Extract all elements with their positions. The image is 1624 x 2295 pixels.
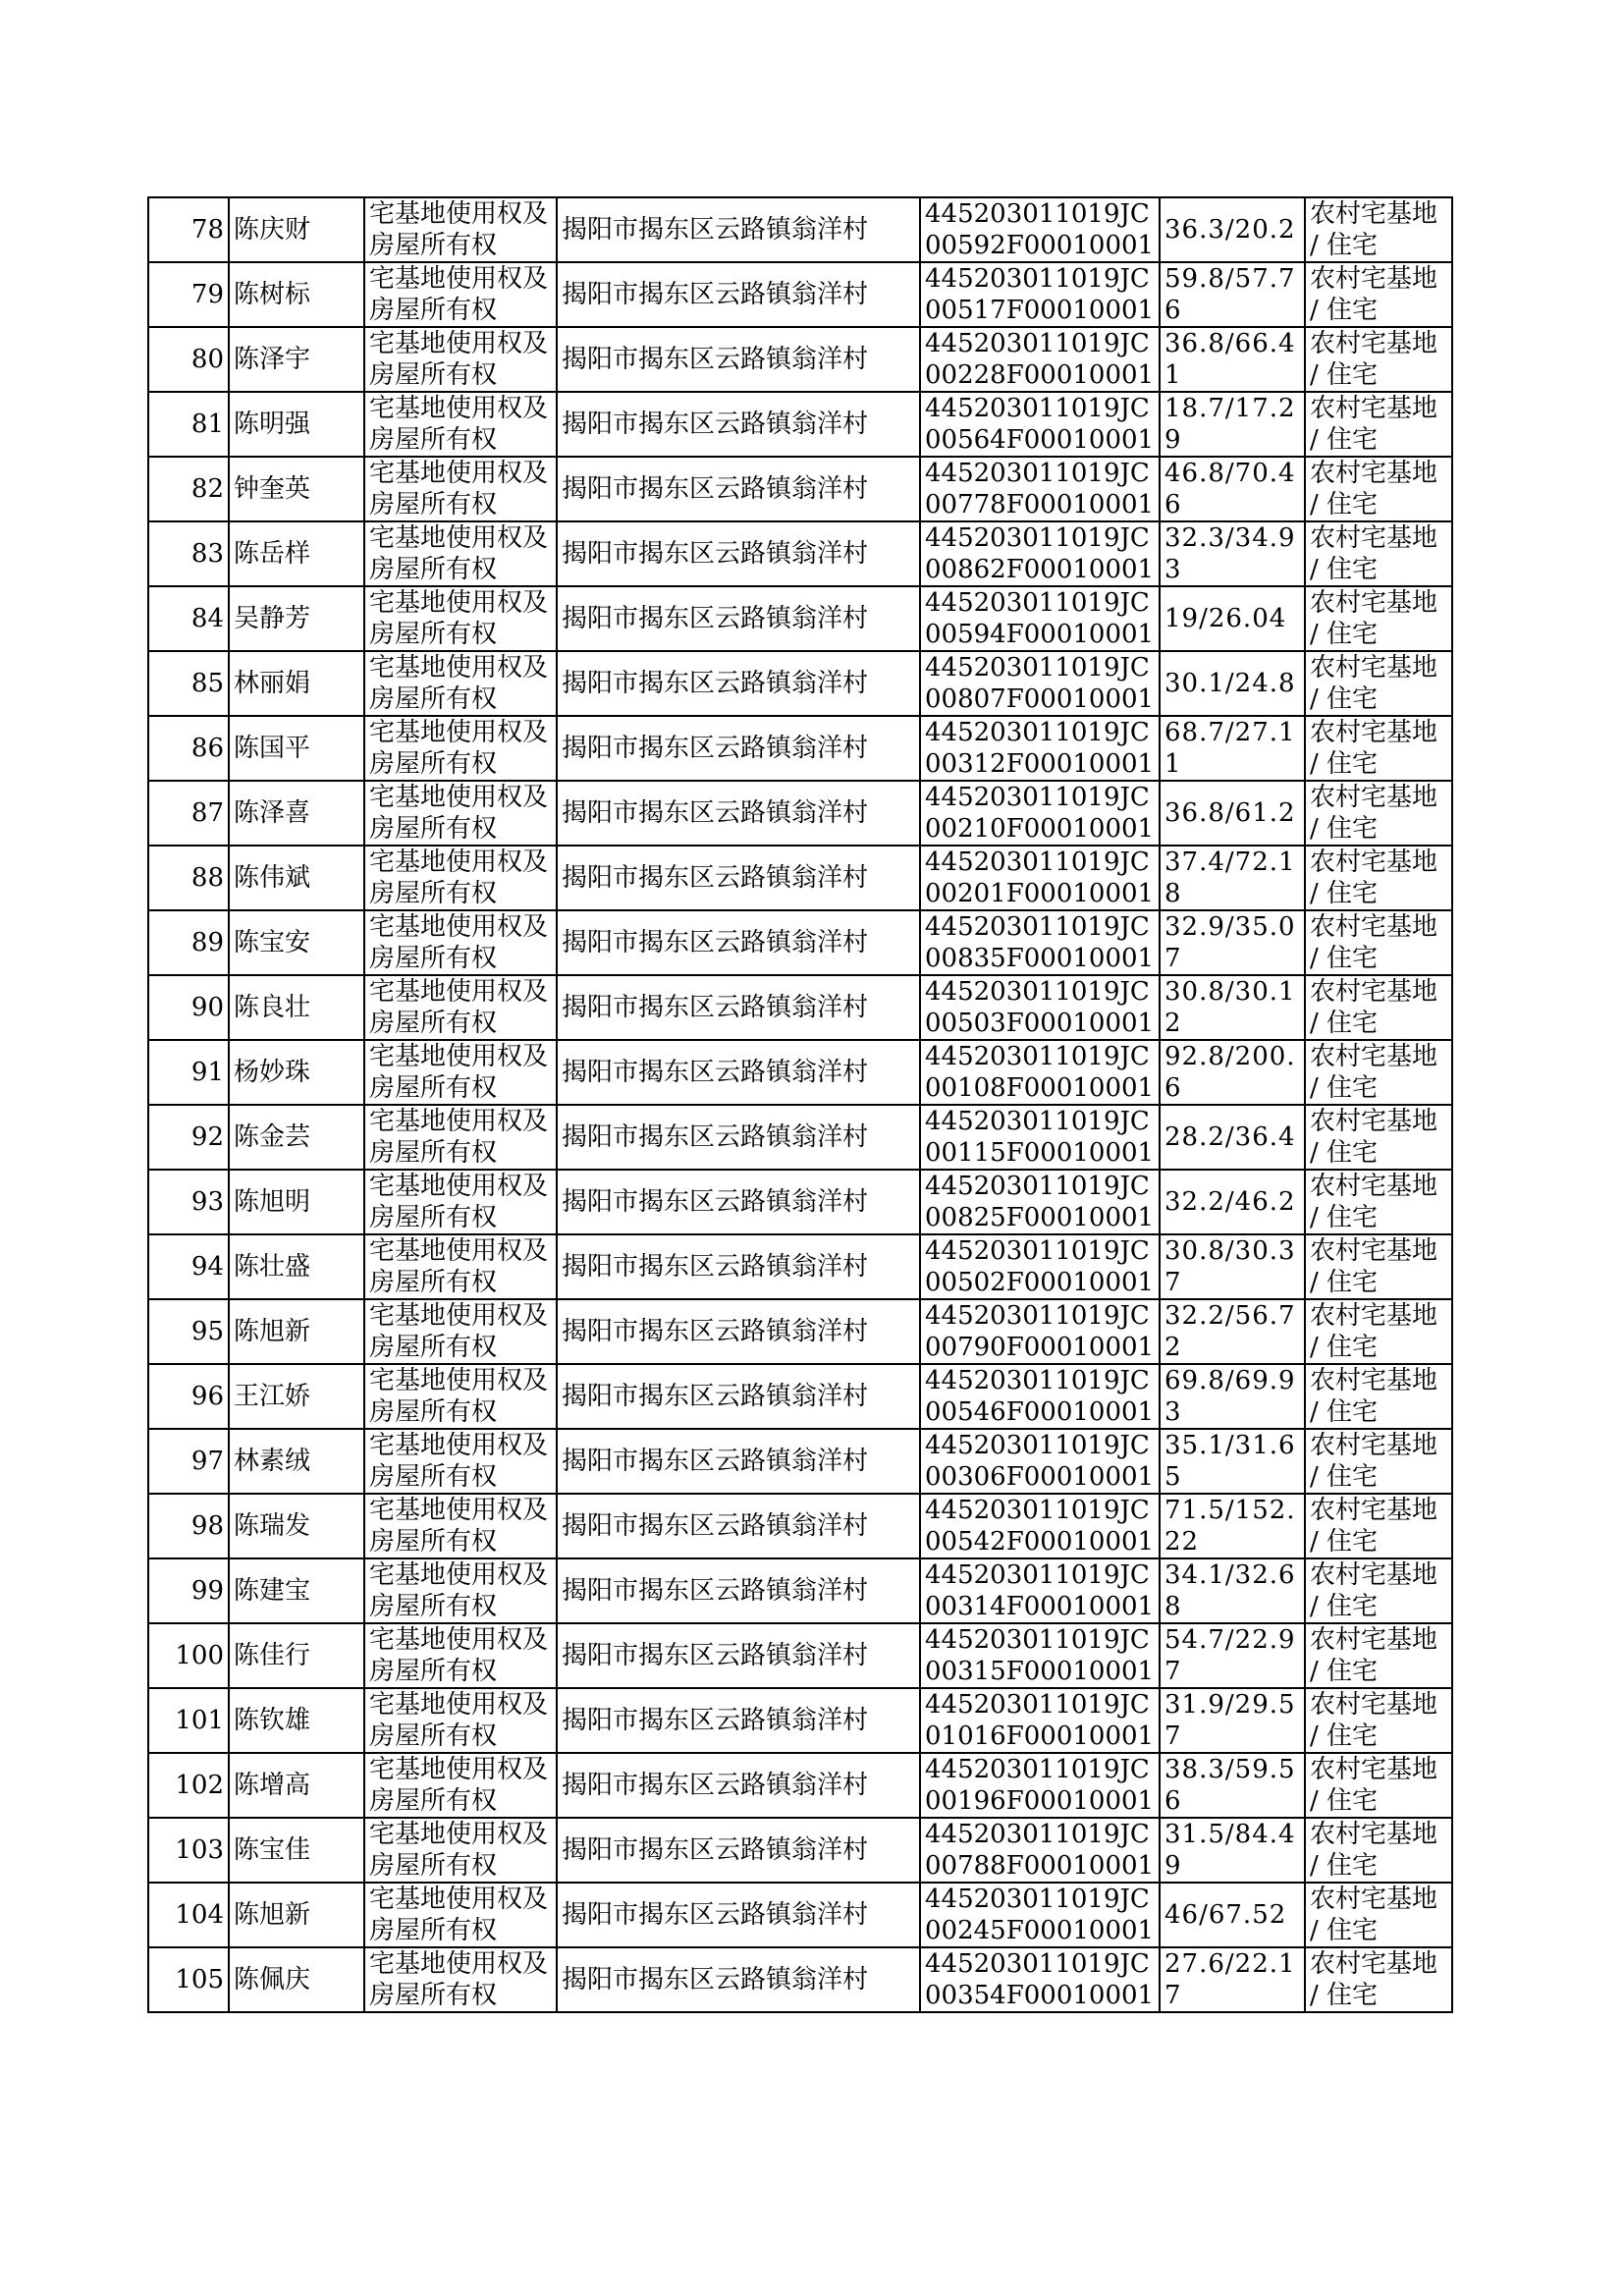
owner-name-cell: 林素绒 — [229, 1429, 364, 1494]
land-use-cell: 农村宅基地 / 住宅 — [1305, 781, 1452, 846]
property-code-cell: 445203011019JC00201F00010001 — [920, 846, 1160, 910]
table-row — [148, 975, 1452, 1040]
owner-name-cell: 陈庆财 — [229, 197, 364, 262]
registration-table — [147, 196, 1453, 2013]
location-cell: 揭阳市揭东区云路镇翁洋村 — [557, 1623, 920, 1688]
right-type-cell: 宅基地使用权及房屋所有权 — [364, 1429, 557, 1494]
owner-name-cell: 陈增高 — [229, 1753, 364, 1818]
table-row — [148, 586, 1452, 651]
location-cell: 揭阳市揭东区云路镇翁洋村 — [557, 846, 920, 910]
property-code-cell: 445203011019JC00354F00010001 — [920, 1947, 1160, 2012]
land-use-cell: 农村宅基地 / 住宅 — [1305, 1753, 1452, 1818]
area-cell: 30.8/30.37 — [1160, 1234, 1305, 1299]
land-use-cell: 农村宅基地 / 住宅 — [1305, 1623, 1452, 1688]
table-row — [148, 1688, 1452, 1753]
table-row — [148, 1299, 1452, 1364]
property-code-cell: 445203011019JC00835F00010001 — [920, 910, 1160, 975]
row-number-cell: 99 — [148, 1558, 229, 1623]
land-use-cell: 农村宅基地 / 住宅 — [1305, 262, 1452, 327]
area-cell: 31.5/84.49 — [1160, 1818, 1305, 1883]
location-cell: 揭阳市揭东区云路镇翁洋村 — [557, 327, 920, 392]
owner-name-cell: 陈旭新 — [229, 1883, 364, 1947]
land-use-cell: 农村宅基地 / 住宅 — [1305, 1364, 1452, 1429]
property-code-cell: 445203011019JC00312F00010001 — [920, 716, 1160, 781]
table-row — [148, 1234, 1452, 1299]
property-code-cell: 445203011019JC00115F00010001 — [920, 1105, 1160, 1170]
owner-name-cell: 陈建宝 — [229, 1558, 364, 1623]
property-code-cell: 445203011019JC00807F00010001 — [920, 651, 1160, 716]
location-cell: 揭阳市揭东区云路镇翁洋村 — [557, 457, 920, 521]
location-cell: 揭阳市揭东区云路镇翁洋村 — [557, 1429, 920, 1494]
table-row — [148, 1105, 1452, 1170]
land-use-cell: 农村宅基地 / 住宅 — [1305, 1688, 1452, 1753]
table-row — [148, 1753, 1452, 1818]
property-code-cell: 445203011019JC00825F00010001 — [920, 1170, 1160, 1234]
owner-name-cell: 陈明强 — [229, 392, 364, 457]
land-use-cell: 农村宅基地 / 住宅 — [1305, 392, 1452, 457]
row-number-cell: 104 — [148, 1883, 229, 1947]
land-use-cell: 农村宅基地 / 住宅 — [1305, 1234, 1452, 1299]
row-number-cell: 97 — [148, 1429, 229, 1494]
location-cell: 揭阳市揭东区云路镇翁洋村 — [557, 262, 920, 327]
table-row — [148, 781, 1452, 846]
land-use-cell: 农村宅基地 / 住宅 — [1305, 1558, 1452, 1623]
location-cell: 揭阳市揭东区云路镇翁洋村 — [557, 1364, 920, 1429]
owner-name-cell: 陈瑞发 — [229, 1494, 364, 1558]
right-type-cell: 宅基地使用权及房屋所有权 — [364, 1688, 557, 1753]
property-code-cell: 445203011019JC00503F00010001 — [920, 975, 1160, 1040]
area-cell: 36.8/61.2 — [1160, 781, 1305, 846]
row-number-cell: 78 — [148, 197, 229, 262]
row-number-cell: 91 — [148, 1040, 229, 1105]
owner-name-cell: 陈伟斌 — [229, 846, 364, 910]
right-type-cell: 宅基地使用权及房屋所有权 — [364, 910, 557, 975]
owner-name-cell: 陈旭明 — [229, 1170, 364, 1234]
land-use-cell: 农村宅基地 / 住宅 — [1305, 846, 1452, 910]
right-type-cell: 宅基地使用权及房屋所有权 — [364, 1947, 557, 2012]
area-cell: 19/26.04 — [1160, 586, 1305, 651]
owner-name-cell: 陈宝佳 — [229, 1818, 364, 1883]
area-cell: 28.2/36.4 — [1160, 1105, 1305, 1170]
table-row — [148, 327, 1452, 392]
location-cell: 揭阳市揭东区云路镇翁洋村 — [557, 586, 920, 651]
area-cell: 32.3/34.93 — [1160, 521, 1305, 586]
right-type-cell: 宅基地使用权及房屋所有权 — [364, 781, 557, 846]
right-type-cell: 宅基地使用权及房屋所有权 — [364, 846, 557, 910]
row-number-cell: 98 — [148, 1494, 229, 1558]
owner-name-cell: 钟奎英 — [229, 457, 364, 521]
property-code-cell: 445203011019JC00210F00010001 — [920, 781, 1160, 846]
table-row — [148, 1883, 1452, 1947]
location-cell: 揭阳市揭东区云路镇翁洋村 — [557, 716, 920, 781]
right-type-cell: 宅基地使用权及房屋所有权 — [364, 197, 557, 262]
row-number-cell: 94 — [148, 1234, 229, 1299]
property-code-cell: 445203011019JC00790F00010001 — [920, 1299, 1160, 1364]
area-cell: 30.8/30.12 — [1160, 975, 1305, 1040]
location-cell: 揭阳市揭东区云路镇翁洋村 — [557, 392, 920, 457]
row-number-cell: 90 — [148, 975, 229, 1040]
location-cell: 揭阳市揭东区云路镇翁洋村 — [557, 1818, 920, 1883]
property-code-cell: 445203011019JC00542F00010001 — [920, 1494, 1160, 1558]
row-number-cell: 95 — [148, 1299, 229, 1364]
property-code-cell: 445203011019JC00517F00010001 — [920, 262, 1160, 327]
owner-name-cell: 林丽娟 — [229, 651, 364, 716]
property-code-cell: 445203011019JC00306F00010001 — [920, 1429, 1160, 1494]
location-cell: 揭阳市揭东区云路镇翁洋村 — [557, 1040, 920, 1105]
property-code-cell: 445203011019JC00546F00010001 — [920, 1364, 1160, 1429]
row-number-cell: 102 — [148, 1753, 229, 1818]
right-type-cell: 宅基地使用权及房屋所有权 — [364, 1105, 557, 1170]
location-cell: 揭阳市揭东区云路镇翁洋村 — [557, 910, 920, 975]
owner-name-cell: 陈岳样 — [229, 521, 364, 586]
table-row — [148, 1818, 1452, 1883]
owner-name-cell: 陈泽喜 — [229, 781, 364, 846]
right-type-cell: 宅基地使用权及房屋所有权 — [364, 521, 557, 586]
location-cell: 揭阳市揭东区云路镇翁洋村 — [557, 651, 920, 716]
row-number-cell: 105 — [148, 1947, 229, 2012]
land-use-cell: 农村宅基地 / 住宅 — [1305, 1947, 1452, 2012]
row-number-cell: 89 — [148, 910, 229, 975]
location-cell: 揭阳市揭东区云路镇翁洋村 — [557, 521, 920, 586]
property-code-cell: 445203011019JC00502F00010001 — [920, 1234, 1160, 1299]
area-cell: 34.1/32.68 — [1160, 1558, 1305, 1623]
row-number-cell: 88 — [148, 846, 229, 910]
row-number-cell: 92 — [148, 1105, 229, 1170]
property-code-cell: 445203011019JC00314F00010001 — [920, 1558, 1160, 1623]
land-use-cell: 农村宅基地 / 住宅 — [1305, 910, 1452, 975]
owner-name-cell: 陈树标 — [229, 262, 364, 327]
area-cell: 68.7/27.11 — [1160, 716, 1305, 781]
area-cell: 32.2/56.72 — [1160, 1299, 1305, 1364]
land-use-cell: 农村宅基地 / 住宅 — [1305, 1299, 1452, 1364]
row-number-cell: 101 — [148, 1688, 229, 1753]
table-row — [148, 1494, 1452, 1558]
table-row — [148, 1170, 1452, 1234]
location-cell: 揭阳市揭东区云路镇翁洋村 — [557, 1299, 920, 1364]
land-use-cell: 农村宅基地 / 住宅 — [1305, 521, 1452, 586]
land-use-cell: 农村宅基地 / 住宅 — [1305, 457, 1452, 521]
location-cell: 揭阳市揭东区云路镇翁洋村 — [557, 1170, 920, 1234]
property-code-cell: 445203011019JC00315F00010001 — [920, 1623, 1160, 1688]
owner-name-cell: 陈壮盛 — [229, 1234, 364, 1299]
right-type-cell: 宅基地使用权及房屋所有权 — [364, 716, 557, 781]
table-row — [148, 846, 1452, 910]
area-cell: 46.8/70.46 — [1160, 457, 1305, 521]
table-row — [148, 716, 1452, 781]
table-row — [148, 1623, 1452, 1688]
row-number-cell: 96 — [148, 1364, 229, 1429]
owner-name-cell: 陈佩庆 — [229, 1947, 364, 2012]
land-use-cell: 农村宅基地 / 住宅 — [1305, 651, 1452, 716]
property-code-cell: 445203011019JC00594F00010001 — [920, 586, 1160, 651]
table-row — [148, 392, 1452, 457]
owner-name-cell: 陈国平 — [229, 716, 364, 781]
property-code-cell: 445203011019JC00778F00010001 — [920, 457, 1160, 521]
area-cell: 54.7/22.97 — [1160, 1623, 1305, 1688]
right-type-cell: 宅基地使用权及房屋所有权 — [364, 1299, 557, 1364]
table-row — [148, 1040, 1452, 1105]
table-body — [148, 197, 1452, 2012]
right-type-cell: 宅基地使用权及房屋所有权 — [364, 1883, 557, 1947]
land-use-cell: 农村宅基地 / 住宅 — [1305, 1170, 1452, 1234]
owner-name-cell: 陈宝安 — [229, 910, 364, 975]
right-type-cell: 宅基地使用权及房屋所有权 — [364, 1234, 557, 1299]
area-cell: 18.7/17.29 — [1160, 392, 1305, 457]
location-cell: 揭阳市揭东区云路镇翁洋村 — [557, 1947, 920, 2012]
table-row — [148, 1429, 1452, 1494]
location-cell: 揭阳市揭东区云路镇翁洋村 — [557, 1234, 920, 1299]
right-type-cell: 宅基地使用权及房屋所有权 — [364, 392, 557, 457]
area-cell: 38.3/59.56 — [1160, 1753, 1305, 1818]
owner-name-cell: 陈佳行 — [229, 1623, 364, 1688]
owner-name-cell: 杨妙珠 — [229, 1040, 364, 1105]
owner-name-cell: 王江娇 — [229, 1364, 364, 1429]
row-number-cell: 82 — [148, 457, 229, 521]
area-cell: 92.8/200.6 — [1160, 1040, 1305, 1105]
property-code-cell: 445203011019JC00564F00010001 — [920, 392, 1160, 457]
property-code-cell: 445203011019JC01016F00010001 — [920, 1688, 1160, 1753]
right-type-cell: 宅基地使用权及房屋所有权 — [364, 1494, 557, 1558]
location-cell: 揭阳市揭东区云路镇翁洋村 — [557, 1105, 920, 1170]
row-number-cell: 86 — [148, 716, 229, 781]
area-cell: 37.4/72.18 — [1160, 846, 1305, 910]
land-use-cell: 农村宅基地 / 住宅 — [1305, 586, 1452, 651]
right-type-cell: 宅基地使用权及房屋所有权 — [364, 1170, 557, 1234]
table-row — [148, 651, 1452, 716]
row-number-cell: 87 — [148, 781, 229, 846]
area-cell: 46/67.52 — [1160, 1883, 1305, 1947]
row-number-cell: 83 — [148, 521, 229, 586]
land-use-cell: 农村宅基地 / 住宅 — [1305, 1429, 1452, 1494]
table-row — [148, 1558, 1452, 1623]
land-use-cell: 农村宅基地 / 住宅 — [1305, 1883, 1452, 1947]
property-code-cell: 445203011019JC00788F00010001 — [920, 1818, 1160, 1883]
right-type-cell: 宅基地使用权及房屋所有权 — [364, 1558, 557, 1623]
right-type-cell: 宅基地使用权及房屋所有权 — [364, 1364, 557, 1429]
row-number-cell: 81 — [148, 392, 229, 457]
location-cell: 揭阳市揭东区云路镇翁洋村 — [557, 1558, 920, 1623]
location-cell: 揭阳市揭东区云路镇翁洋村 — [557, 975, 920, 1040]
right-type-cell: 宅基地使用权及房屋所有权 — [364, 1818, 557, 1883]
table-row — [148, 262, 1452, 327]
row-number-cell: 85 — [148, 651, 229, 716]
right-type-cell: 宅基地使用权及房屋所有权 — [364, 1753, 557, 1818]
table-row — [148, 910, 1452, 975]
area-cell: 32.9/35.07 — [1160, 910, 1305, 975]
area-cell: 36.3/20.2 — [1160, 197, 1305, 262]
land-use-cell: 农村宅基地 / 住宅 — [1305, 975, 1452, 1040]
owner-name-cell: 陈良壮 — [229, 975, 364, 1040]
right-type-cell: 宅基地使用权及房屋所有权 — [364, 975, 557, 1040]
land-use-cell: 农村宅基地 / 住宅 — [1305, 197, 1452, 262]
table-row — [148, 1947, 1452, 2012]
land-use-cell: 农村宅基地 / 住宅 — [1305, 1818, 1452, 1883]
property-code-cell: 445203011019JC00862F00010001 — [920, 521, 1160, 586]
owner-name-cell: 陈金芸 — [229, 1105, 364, 1170]
location-cell: 揭阳市揭东区云路镇翁洋村 — [557, 1494, 920, 1558]
land-use-cell: 农村宅基地 / 住宅 — [1305, 1494, 1452, 1558]
row-number-cell: 80 — [148, 327, 229, 392]
owner-name-cell: 吴静芳 — [229, 586, 364, 651]
right-type-cell: 宅基地使用权及房屋所有权 — [364, 651, 557, 716]
area-cell: 30.1/24.8 — [1160, 651, 1305, 716]
land-use-cell: 农村宅基地 / 住宅 — [1305, 716, 1452, 781]
row-number-cell: 100 — [148, 1623, 229, 1688]
right-type-cell: 宅基地使用权及房屋所有权 — [364, 586, 557, 651]
land-use-cell: 农村宅基地 / 住宅 — [1305, 1105, 1452, 1170]
area-cell: 27.6/22.17 — [1160, 1947, 1305, 2012]
property-code-cell: 445203011019JC00592F00010001 — [920, 197, 1160, 262]
land-use-cell: 农村宅基地 / 住宅 — [1305, 327, 1452, 392]
location-cell: 揭阳市揭东区云路镇翁洋村 — [557, 781, 920, 846]
owner-name-cell: 陈旭新 — [229, 1299, 364, 1364]
table-row — [148, 1364, 1452, 1429]
row-number-cell: 84 — [148, 586, 229, 651]
property-code-cell: 445203011019JC00108F00010001 — [920, 1040, 1160, 1105]
property-code-cell: 445203011019JC00196F00010001 — [920, 1753, 1160, 1818]
property-code-cell: 445203011019JC00228F00010001 — [920, 327, 1160, 392]
property-code-cell: 445203011019JC00245F00010001 — [920, 1883, 1160, 1947]
right-type-cell: 宅基地使用权及房屋所有权 — [364, 1040, 557, 1105]
owner-name-cell: 陈钦雄 — [229, 1688, 364, 1753]
location-cell: 揭阳市揭东区云路镇翁洋村 — [557, 1688, 920, 1753]
right-type-cell: 宅基地使用权及房屋所有权 — [364, 327, 557, 392]
area-cell: 69.8/69.93 — [1160, 1364, 1305, 1429]
right-type-cell: 宅基地使用权及房屋所有权 — [364, 262, 557, 327]
row-number-cell: 79 — [148, 262, 229, 327]
area-cell: 71.5/152.22 — [1160, 1494, 1305, 1558]
area-cell: 32.2/46.2 — [1160, 1170, 1305, 1234]
table-row — [148, 521, 1452, 586]
land-use-cell: 农村宅基地 / 住宅 — [1305, 1040, 1452, 1105]
owner-name-cell: 陈泽宇 — [229, 327, 364, 392]
right-type-cell: 宅基地使用权及房屋所有权 — [364, 457, 557, 521]
row-number-cell: 103 — [148, 1818, 229, 1883]
location-cell: 揭阳市揭东区云路镇翁洋村 — [557, 1753, 920, 1818]
area-cell: 31.9/29.57 — [1160, 1688, 1305, 1753]
location-cell: 揭阳市揭东区云路镇翁洋村 — [557, 1883, 920, 1947]
right-type-cell: 宅基地使用权及房屋所有权 — [364, 1623, 557, 1688]
location-cell: 揭阳市揭东区云路镇翁洋村 — [557, 197, 920, 262]
table-row — [148, 457, 1452, 521]
row-number-cell: 93 — [148, 1170, 229, 1234]
table-row — [148, 197, 1452, 262]
area-cell: 35.1/31.65 — [1160, 1429, 1305, 1494]
area-cell: 36.8/66.41 — [1160, 327, 1305, 392]
area-cell: 59.8/57.76 — [1160, 262, 1305, 327]
